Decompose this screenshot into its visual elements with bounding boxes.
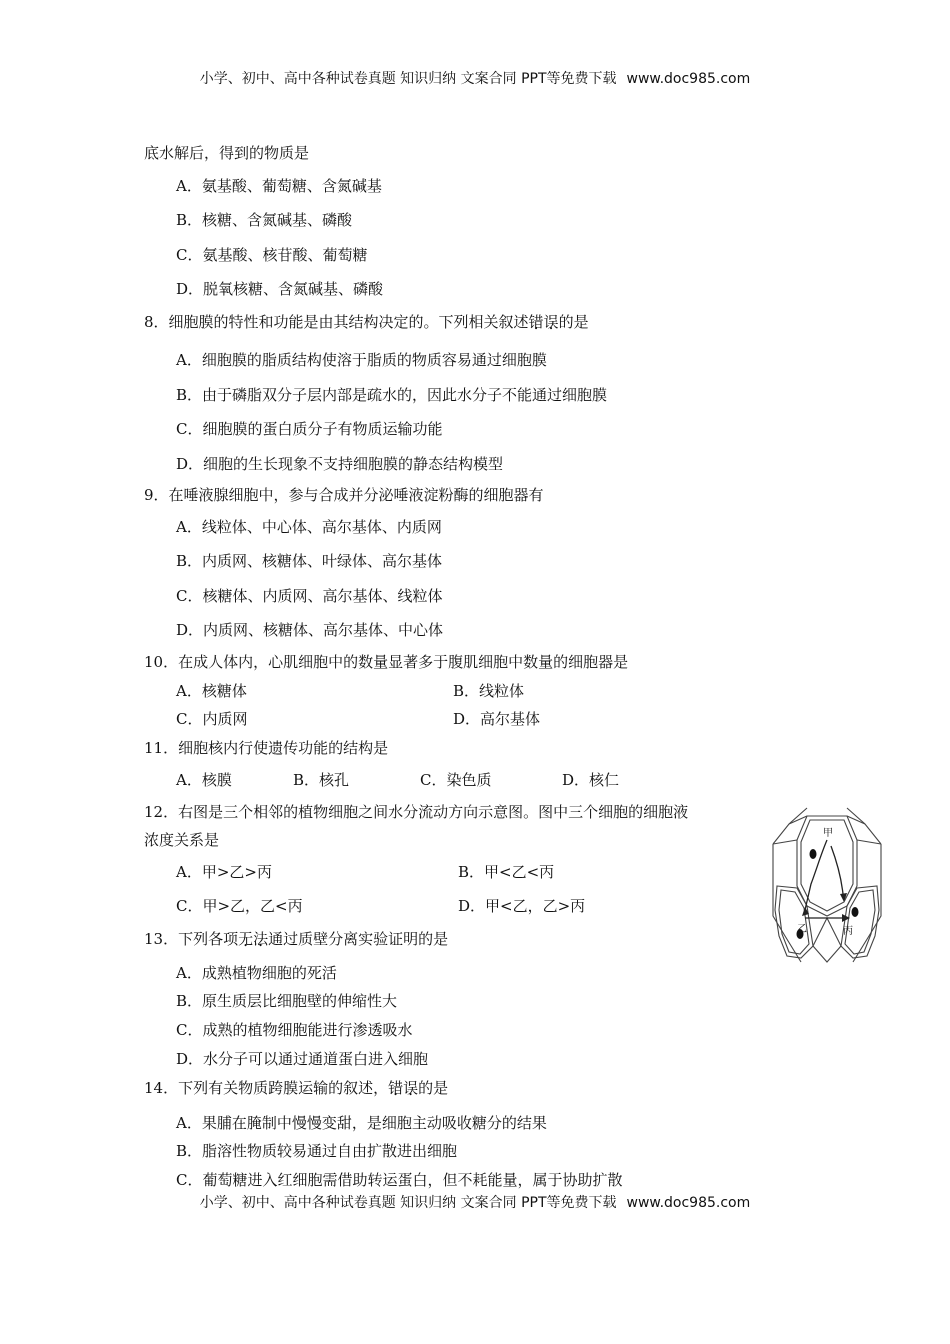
q11-option-d: D．核仁: [562, 771, 620, 789]
q13-stem-post: 通过质壁分离实验证明的是: [268, 930, 449, 948]
q10-option-c: C．内质网: [176, 710, 248, 728]
figure-label-bing: 丙: [843, 926, 853, 937]
q11-stem: 11．细胞核内行使遗传功能的结构是: [144, 739, 389, 757]
page-footer: [0, 1192, 950, 1212]
q13-option-c: C．成熟的植物细胞能进行渗透吸水: [176, 1021, 413, 1039]
q14-stem: [144, 1078, 448, 1098]
q8-option-a: A．细胞膜的脂质结构使溶于脂质的物质容易通过细胞膜: [176, 351, 547, 369]
q13-emphasis-2: 法: [253, 930, 269, 948]
q12-stem-line2: 浓度关系是: [144, 831, 220, 849]
q14-option-a: A．果脯在腌制中慢慢变甜，是细胞主动吸收糖分的结果: [176, 1114, 547, 1132]
q12-option-b: B．甲<乙<丙: [458, 863, 555, 881]
q14-option-b: B．脂溶性物质较易通过自由扩散进出细胞: [176, 1142, 458, 1160]
q12-stem-line1: 12．右图是三个相邻的植物细胞之间水分流动方向示意图。图中三个细胞的细胞液: [144, 803, 689, 821]
q8-emphasis-1: 错: [528, 313, 544, 331]
q14-stem-post: 的是: [418, 1079, 449, 1097]
q8-emphasis-2: 误: [543, 313, 559, 331]
q12-option-d: D．甲<乙，乙>丙: [458, 897, 586, 915]
q7-stem-continuation: 底水解后，得到的物质是: [144, 144, 310, 162]
q7-option-a: A．氨基酸、葡萄糖、含氮碱基: [176, 177, 382, 195]
q9-option-d: D．内质网、核糖体、高尔基体、中心体: [176, 621, 444, 639]
header-text: 小学、初中、高中各种试卷真题 知识归纳 文案合同 PPT等免费下载: [199, 71, 617, 87]
q8-stem-post: 的是: [558, 313, 589, 331]
q13-option-b: B．原生质层比细胞壁的伸缩性大: [176, 992, 398, 1010]
q9-stem: 9．在唾液腺细胞中，参与合成并分泌唾液淀粉酶的细胞器有: [144, 486, 544, 504]
q11-option-a: A．核膜: [176, 771, 232, 789]
q8-stem: [144, 312, 589, 332]
q14-stem-pre: 14．下列有关物质跨膜运输的叙述，: [144, 1079, 389, 1097]
q11-option-c: C．染色质: [420, 771, 492, 789]
q13-option-d: D．水分子可以通过通道蛋白进入细胞: [176, 1050, 429, 1068]
q13-emphasis-1: 无: [238, 930, 254, 948]
q9-option-a: A．线粒体、中心体、高尔基体、内质网: [176, 518, 442, 536]
header-site: www.doc985.com: [626, 71, 751, 87]
footer-text: 小学、初中、高中各种试卷真题 知识归纳 文案合同 PPT等免费下载: [199, 1195, 617, 1211]
q7-option-b: B．核糖、含氮碱基、磷酸: [176, 211, 353, 229]
q8-option-d: D．细胞的生长现象不支持细胞膜的静态结构模型: [176, 455, 504, 473]
q13-stem-pre: 13．下列各项: [144, 930, 239, 948]
footer-site: www.doc985.com: [626, 1195, 751, 1211]
figure-label-jia: 甲: [823, 828, 833, 839]
page-header: [0, 68, 950, 88]
figure-label-yi: 乙: [797, 924, 807, 935]
q12-option-a: A．甲>乙>丙: [176, 863, 272, 881]
q12-option-c: C．甲>乙，乙<丙: [176, 897, 303, 915]
q14-emphasis-2: 误: [403, 1079, 419, 1097]
q10-option-b: B．线粒体: [453, 682, 525, 700]
q8-stem-pre: 8．细胞膜的特性和功能是由其结构决定的。下列相关叙述: [144, 313, 529, 331]
q7-option-c: C．氨基酸、核苷酸、葡萄糖: [176, 246, 368, 264]
q10-option-a: A．核糖体: [176, 682, 247, 700]
q11-option-b: B．核孔: [293, 771, 350, 789]
q14-option-c: C．葡萄糖进入红细胞需借助转运蛋白，但不耗能量，属于协助扩散: [176, 1171, 623, 1189]
plant-cells-water-flow-figure: [771, 806, 883, 964]
q7-option-d: D．脱氧核糖、含氮碱基、磷酸: [176, 280, 384, 298]
q8-option-b: B．由于磷脂双分子层内部是疏水的，因此水分子不能通过细胞膜: [176, 386, 608, 404]
q10-option-d: D．高尔基体: [453, 710, 541, 728]
q13-stem: [144, 929, 448, 949]
q8-option-c: C．细胞膜的蛋白质分子有物质运输功能: [176, 420, 443, 438]
q9-option-b: B．内质网、核糖体、叶绿体、高尔基体: [176, 552, 443, 570]
q9-option-c: C．核糖体、内质网、高尔基体、线粒体: [176, 587, 443, 605]
q10-stem: 10．在成人体内，心肌细胞中的数量显著多于腹肌细胞中数量的细胞器是: [144, 653, 629, 671]
q14-emphasis-1: 错: [388, 1079, 404, 1097]
q13-option-a: A．成熟植物细胞的死活: [176, 964, 337, 982]
